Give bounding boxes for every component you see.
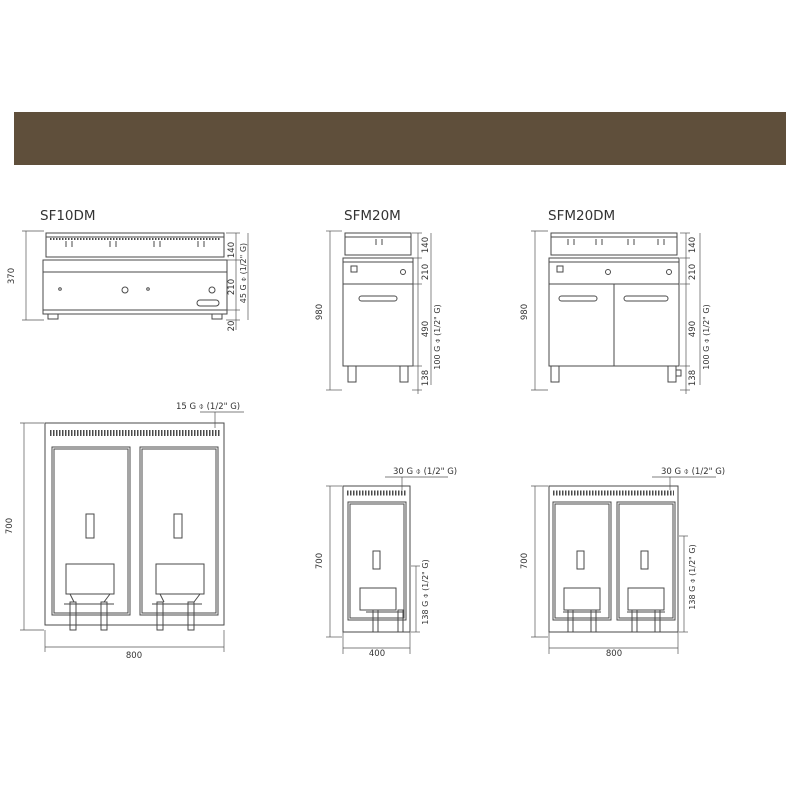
sfm20dm-basket-hooks — [568, 239, 664, 245]
model-title-sfm20dm: SFM20DM — [548, 208, 616, 224]
sf10dm-foot-right — [212, 314, 222, 319]
sfm20m-gas-outlet-label: 100 G ⌽ (1/2" G) — [433, 304, 442, 370]
sf10dm-front-dimensions — [22, 231, 248, 330]
model-title-sf10dm: SF10DM — [40, 208, 96, 224]
sfm20m-total-height-label: 980 — [315, 303, 325, 321]
sfm20dm-knob-1 — [606, 270, 611, 275]
sf10dm-basket-left — [66, 564, 114, 594]
sfm20dm-handle-3 — [632, 610, 637, 632]
sf10dm-feet-label: 20 — [227, 320, 237, 332]
sfm20dm-middle-label: 210 — [688, 263, 698, 281]
sfm20dm-plan-view — [549, 486, 678, 632]
sfm20dm-door-handle-left — [559, 296, 597, 301]
sf10dm-total-height-label: 370 — [7, 267, 17, 285]
sfm20m-gas-inlet-label: 30 G ⌽ (1/2" G) — [393, 467, 458, 477]
banner-background — [14, 112, 786, 165]
sfm20dm-heater-right — [641, 551, 648, 569]
sfm20dm-handle-2 — [591, 610, 596, 632]
sf10dm-foot-left — [48, 314, 58, 319]
sfm20m-basket — [360, 588, 396, 610]
sfm20m-foot-left — [348, 366, 356, 382]
sfm20dm-gas-inlet-label: 30 G ⌽ (1/2" G) — [661, 467, 726, 477]
sfm20dm-basket-right — [628, 588, 664, 610]
sfm20dm-side-label: 138 G ⌽ (1/2" G) — [688, 544, 697, 610]
sfm20m-side-label: 138 G ⌽ (1/2" G) — [421, 559, 430, 625]
sfm20dm-knob-2 — [667, 270, 672, 275]
sfm20dm-foot-left — [551, 366, 559, 382]
sfm20dm-well-left-inner — [555, 504, 609, 618]
sfm20dm-well-right — [617, 502, 675, 620]
sfm20dm-heater-left — [577, 551, 584, 569]
sfm20m-front-view — [343, 233, 413, 382]
sfm20dm-handle-1 — [568, 610, 573, 632]
sf10dm-heater-right — [174, 514, 182, 538]
sfm20m-handle-1 — [373, 610, 378, 632]
sfm20m-top-frame — [345, 233, 411, 255]
sfm20m-upper-label: 140 — [421, 236, 431, 254]
sf10dm-drain-tap — [197, 300, 219, 306]
sf10dm-basket-arms — [70, 594, 200, 602]
sfm20m-middle-label: 210 — [421, 263, 431, 281]
sfm20m-foot-right — [400, 366, 408, 382]
sf10dm-handle-4 — [188, 602, 194, 630]
sf10dm-upper-label: 140 — [227, 241, 237, 259]
sf10dm-plan-view — [45, 423, 224, 630]
sf10dm-base — [43, 310, 227, 314]
sf10dm-knob-1 — [59, 288, 62, 291]
sfm20m-depth-label: 700 — [315, 552, 325, 570]
sfm20m-door-handle — [359, 296, 397, 301]
sfm20dm-upper-label: 140 — [688, 236, 698, 254]
sfm20m-cabinet-label: 490 — [421, 320, 431, 338]
sfm20m-well — [348, 502, 406, 620]
sf10dm-handle-3 — [157, 602, 163, 630]
sfm20dm-total-height-label: 980 — [520, 303, 530, 321]
sfm20dm-depth-label: 700 — [520, 552, 530, 570]
sfm20dm-indicator — [557, 266, 563, 272]
sf10dm-handle-1 — [70, 602, 76, 630]
sfm20m-feet-label: 138 — [421, 369, 431, 387]
sf10dm-control-panel — [43, 260, 227, 310]
sfm20m-heater — [373, 551, 380, 569]
sfm20m-width-label: 400 — [368, 649, 386, 659]
sf10dm-well-right — [140, 447, 218, 615]
sf10dm-basket-hooks — [66, 241, 204, 247]
sf10dm-lower-label: 210 — [227, 278, 237, 296]
sfm20m-indicator — [351, 266, 357, 272]
sf10dm-plan-outline — [45, 423, 224, 625]
sf10dm-knob-2 — [147, 288, 150, 291]
sfm20dm-handle-4 — [655, 610, 660, 632]
sfm20dm-door-handle-right — [624, 296, 668, 301]
sfm20dm-feet-label: 138 — [688, 369, 698, 387]
sf10dm-well-left — [52, 447, 130, 615]
sfm20m-basket-hooks — [376, 239, 382, 245]
sf10dm-well-left-inner — [54, 449, 128, 613]
sfm20dm-well-left — [553, 502, 611, 620]
sf10dm-heater-left — [86, 514, 94, 538]
sf10dm-front-view — [43, 233, 227, 319]
sfm20dm-basket-left — [564, 588, 600, 610]
sf10dm-depth-label: 700 — [5, 517, 15, 535]
sfm20dm-front-view — [549, 233, 681, 382]
sf10dm-basket-right — [156, 564, 204, 594]
sfm20dm-well-right-inner — [619, 504, 673, 618]
sfm20dm-width-label: 800 — [605, 649, 623, 659]
sfm20dm-gas-fitting — [676, 370, 681, 376]
sf10dm-ignition-1 — [122, 287, 128, 293]
sfm20dm-cabinet-label: 490 — [688, 320, 698, 338]
sf10dm-handle-2 — [101, 602, 107, 630]
sfm20dm-foot-right — [668, 366, 676, 382]
sf10dm-well-right-inner — [142, 449, 216, 613]
sfm20m-plan-view — [343, 486, 410, 632]
sfm20dm-gas-outlet-label: 100 G ⌽ (1/2" G) — [702, 304, 711, 370]
sf10dm-gas-inlet-label: 15 G ⌽ (1/2" G) — [176, 402, 241, 412]
sf10dm-gas-outlet-label: 45 G ⌽ (1/2" G) — [239, 242, 248, 304]
sf10dm-width-label: 800 — [125, 651, 143, 661]
model-title-sfm20m: SFM20M — [344, 208, 401, 224]
sfm20m-handle-2 — [398, 610, 403, 632]
sf10dm-ignition-2 — [209, 287, 215, 293]
sfm20m-knob — [401, 270, 406, 275]
